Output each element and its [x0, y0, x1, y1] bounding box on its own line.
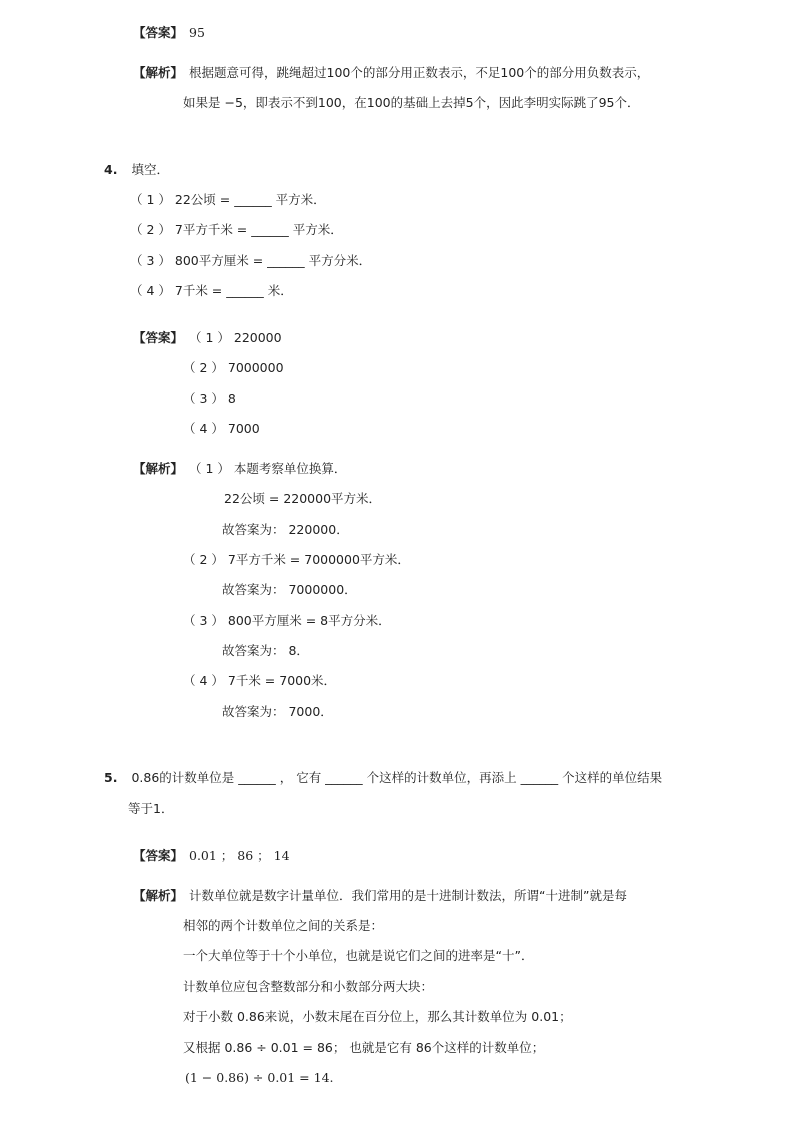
q5-analysis-line-6: 又根据 0.86 ÷ 0.01 = 86； 也就是它有 86个这样的计数单位；	[183, 1040, 545, 1055]
q3-answer-value: 95	[189, 25, 205, 40]
q5-stem-line-2: 等于1．	[128, 801, 174, 816]
q5-answer-value: 0.01 ； 86 ； 14	[189, 848, 290, 863]
answer-label: 【答案】	[133, 25, 184, 40]
q4-answer-4: （ 4 ） 7000	[183, 421, 260, 436]
q3-analysis-text-1: 根据题意可得，跳绳超过100个的部分用正数表示，不足100个的部分用负数表示，	[189, 65, 650, 80]
q4-analysis-line-9: 故答案为： 7000．	[222, 704, 333, 719]
answer-label: 【答案】	[133, 848, 184, 863]
q4-analysis-line-5: 故答案为： 7000000．	[222, 582, 357, 597]
q4-analysis-line-1	[133, 460, 346, 478]
q5-analysis-line-5: 对于小数 0.86来说，小数末尾在百分位上，那么其计数单位为 0.01；	[183, 1009, 572, 1024]
analysis-label: 【解析】	[133, 461, 184, 476]
q4-stem: 填空．	[131, 162, 169, 177]
q5-number: 5.	[104, 770, 118, 785]
q4-answer-1: （ 1 ） 220000	[189, 330, 282, 345]
q4-answer-2: （ 2 ） 7000000	[183, 360, 284, 375]
q4-analysis-line-4: （ 2 ） 7平方千米 = 7000000平方米．	[183, 552, 410, 567]
q4-number: 4.	[104, 162, 118, 177]
answer-label: 【答案】	[133, 330, 184, 345]
q5-stem-line-1	[104, 769, 662, 787]
q4-item-3: （ 3 ） 800平方厘米 = ______ 平方分米．	[130, 253, 372, 268]
q4-stem-line	[104, 161, 169, 179]
q4-analysis-line-6: （ 3 ） 800平方厘米 = 8平方分米．	[183, 613, 391, 628]
q4-analysis-line-2: 22公顷 = 220000平方米．	[224, 491, 382, 506]
q5-analysis-line-7: (1 − 0.86) ÷ 0.01 = 14.	[185, 1070, 334, 1085]
q4-analysis-line-8: （ 4 ） 7千米 = 7000米．	[183, 673, 337, 688]
q5-analysis-line-2: 相邻的两个计数单位之间的关系是：	[183, 918, 384, 933]
q4-answer-line-1	[133, 329, 282, 347]
analysis-label: 【解析】	[133, 65, 184, 80]
q5-stem-text-1: 0.86的计数单位是 ______ ， 它有 ______ 个这样的计数单位，再添上 ______ 个这样的单位结果	[131, 770, 663, 785]
q3-answer-line	[133, 24, 205, 42]
q5-analysis-line-3: 一个大单位等于十个小单位，也就是说它们之间的进率是“十”．	[183, 948, 534, 963]
q3-analysis-line-2: 如果是 −5，即表示不到100，在100的基础上去掉5个，因此李明实际跳了95个．	[183, 95, 640, 110]
q4-item-2: （ 2 ） 7平方千米 = ______ 平方米．	[130, 222, 343, 237]
q5-analysis-line-1	[133, 887, 627, 905]
analysis-label: 【解析】	[133, 888, 184, 903]
q4-analysis-line-3: 故答案为： 220000．	[222, 522, 349, 537]
q3-analysis-line-1	[133, 64, 649, 82]
q4-item-1: （ 1 ） 22公顷 = ______ 平方米．	[130, 192, 326, 207]
q5-answer-line	[133, 847, 290, 865]
q4-answer-3: （ 3 ） 8	[183, 391, 236, 406]
q5-analysis-text-1: 计数单位就是数字计量单位．我们常用的是十进制计数法，所谓“十进制”就是每	[189, 888, 627, 903]
q4-item-4: （ 4 ） 7千米 = ______ 米．	[130, 283, 293, 298]
q4-analysis-text-1: （ 1 ） 本题考察单位换算．	[189, 461, 347, 476]
q5-analysis-line-4: 计数单位应包含整数部分和小数部分两大块：	[183, 979, 434, 994]
q4-analysis-line-7: 故答案为： 8．	[222, 643, 309, 658]
